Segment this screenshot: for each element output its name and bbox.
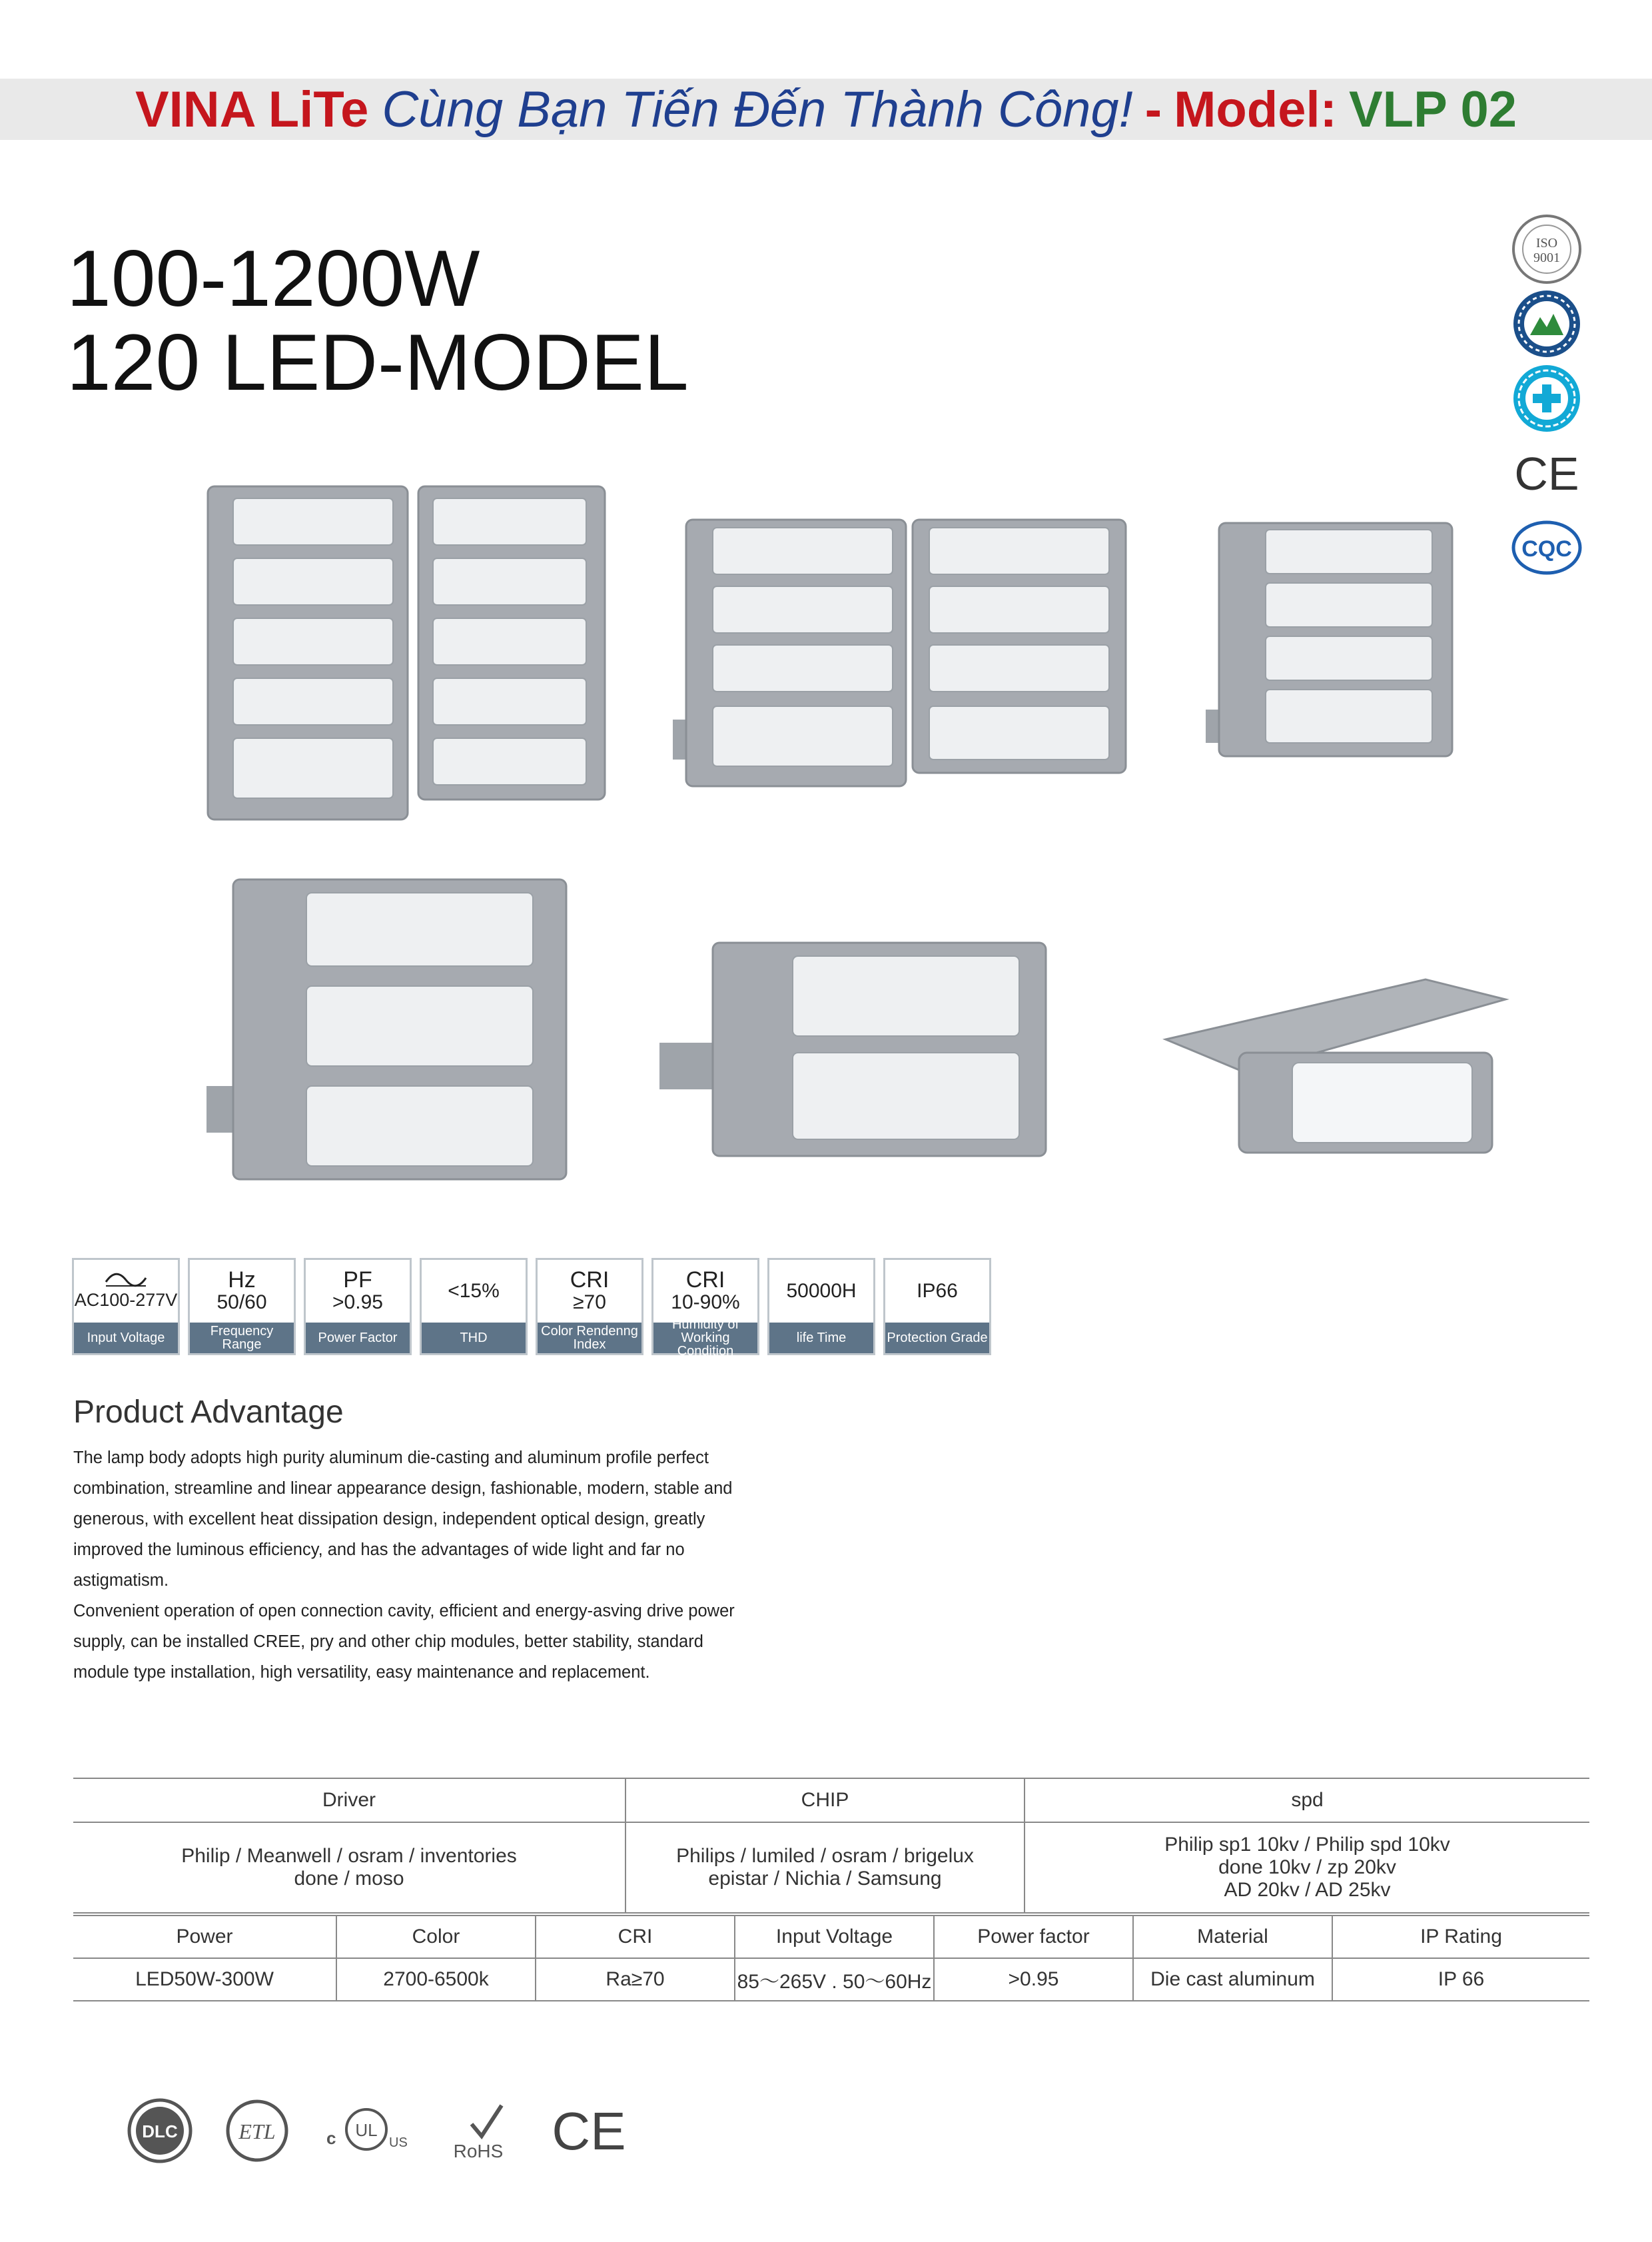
advantage-heading: Product Advantage <box>73 1395 344 1430</box>
spec-input-voltage <box>72 1258 180 1355</box>
spec-label: Color Rendenng Index <box>538 1323 641 1353</box>
health-cert-icon <box>1507 361 1587 436</box>
spec-cri <box>536 1258 643 1355</box>
color-header: Color <box>336 1916 536 1958</box>
spec-label: life Time <box>769 1323 873 1353</box>
cri-header: CRI <box>536 1916 735 1958</box>
material-cell: Die cast aluminum <box>1133 1958 1332 2001</box>
rohs-logo-icon <box>445 2097 518 2164</box>
product-title <box>67 234 689 407</box>
dlc-logo-icon <box>127 2097 193 2164</box>
lamp-240w-image <box>659 929 1072 1163</box>
svg-text:CQC: CQC <box>1521 536 1572 562</box>
chip-cell <box>625 1822 1025 1913</box>
spec-icons-row <box>72 1258 991 1359</box>
component-table <box>73 1778 1589 1914</box>
svg-text:9001: 9001 <box>1533 251 1560 265</box>
ac-wave-icon <box>103 1271 149 1289</box>
table-row <box>73 1958 1589 2001</box>
spec-label: Frequency Range <box>190 1323 294 1353</box>
power-cell: LED50W-300W <box>73 1958 336 2001</box>
spd-line: AD 20kv / AD 25kv <box>1224 1879 1391 1901</box>
chip-line: Philips / lumiled / osram / brigelux <box>676 1845 974 1867</box>
bottom-logos <box>127 2097 629 2164</box>
spec-label: Protection Grade <box>885 1323 989 1353</box>
spec-value: IP66 <box>917 1280 958 1302</box>
certification-column <box>1507 212 1587 585</box>
rohs-text: RoHS <box>453 2141 504 2161</box>
spec-value: >0.95 <box>332 1291 383 1313</box>
spec-table <box>73 1915 1589 2001</box>
lamp-1200w-image <box>200 480 613 826</box>
power-factor-cell: >0.95 <box>934 1958 1133 2001</box>
spec-value: AC100-277V <box>74 1290 178 1310</box>
lamp-960w-image <box>673 513 1146 793</box>
spec-value: 50/60 <box>216 1291 267 1313</box>
svg-text:CE: CE <box>1514 448 1579 500</box>
spec-symbol: CRI <box>685 1267 725 1293</box>
title-model: 120 LED-MODEL <box>67 318 689 407</box>
page-header <box>0 79 1652 140</box>
color-cell: 2700-6500k <box>336 1958 536 2001</box>
lamp-480w-image <box>1206 516 1459 763</box>
svg-text:ISO: ISO <box>1535 236 1558 251</box>
spec-thd <box>420 1258 528 1355</box>
advantage-paragraph-2: Convenient operation of open connection cavity, efficient and energy-asving drive power supply, can be installed CREE, pry and other chip modules, better stability, standard module type installation, high versatility, easy maintenance and replacement. <box>73 1602 735 1682</box>
driver-header: Driver <box>73 1778 625 1822</box>
iso-9001-icon <box>1507 212 1587 286</box>
table-row <box>73 1822 1589 1913</box>
driver-line: Philip / Meanwell / osram / inventories <box>181 1845 517 1867</box>
spec-lifetime <box>767 1258 875 1355</box>
material-header: Material <box>1133 1916 1332 1958</box>
spec-value: 10-90% <box>671 1291 740 1313</box>
etl-logo-icon <box>224 2097 290 2164</box>
spec-value: 50000H <box>786 1280 857 1302</box>
input-voltage-header: Input Voltage <box>735 1916 934 1958</box>
etl-text: ETL <box>238 2119 276 2143</box>
environment-cert-icon <box>1507 286 1587 361</box>
model-label: Model: <box>1174 81 1337 138</box>
spec-humidity <box>651 1258 759 1359</box>
spec-value: <15% <box>448 1280 500 1302</box>
table-header-row <box>73 1778 1589 1822</box>
title-wattage: 100-1200W <box>67 234 480 323</box>
spec-symbol: CRI <box>570 1267 610 1293</box>
ce-mark-icon <box>1507 436 1587 510</box>
ul-us-text: US <box>389 2135 408 2150</box>
spd-header: spd <box>1025 1778 1589 1822</box>
spd-line: Philip sp1 10kv / Philip spd 10kv <box>1164 1834 1450 1856</box>
spec-label: Power Factor <box>306 1323 410 1353</box>
spec-symbol: Hz <box>228 1267 256 1293</box>
chip-line: epistar / Nichia / Samsung <box>708 1868 942 1890</box>
spec-value: ≥70 <box>573 1291 606 1313</box>
model-code: VLP 02 <box>1348 81 1517 138</box>
spec-label: Humidity of Working Condition <box>653 1323 757 1353</box>
spec-frequency <box>188 1258 296 1355</box>
table-header-row <box>73 1916 1589 1958</box>
header-dash: - <box>1144 81 1162 138</box>
brand-name: VINA LiTe <box>135 81 369 138</box>
spec-power-factor <box>304 1258 412 1355</box>
spd-cell <box>1025 1822 1589 1913</box>
spec-symbol: PF <box>343 1267 372 1293</box>
input-voltage-cell: 85～265V . 50～60Hz <box>735 1958 934 2001</box>
advantage-paragraph-1: The lamp body adopts high purity aluminum die-casting and aluminum profile perfect combination, streamline and linear appearance design, fashionable, modern, stable and generous, with excellent heat dissipation design, independent optical design, greatly improved the luminous efficiency, and has the advantages of wide light and far no astigmatism. <box>73 1448 733 1590</box>
lamp-360w-image <box>206 866 593 1186</box>
chip-header: CHIP <box>625 1778 1025 1822</box>
cqc-icon <box>1507 510 1587 585</box>
ip-rating-cell: IP 66 <box>1332 1958 1589 2001</box>
ul-c-text: c <box>326 2128 336 2148</box>
spec-label: THD <box>422 1323 526 1353</box>
power-header: Power <box>73 1916 336 1958</box>
ce-text: CE <box>552 2101 626 2161</box>
lamp-120w-image <box>1159 973 1532 1166</box>
advantage-text <box>73 1442 746 1688</box>
spd-line: done 10kv / zp 20kv <box>1218 1856 1396 1878</box>
spec-label: Input Voltage <box>74 1323 178 1353</box>
cul-us-logo-icon <box>321 2097 414 2164</box>
driver-line: done / moso <box>294 1868 404 1890</box>
ip-rating-header: IP Rating <box>1332 1916 1589 1958</box>
ul-text: UL <box>355 2120 378 2140</box>
dlc-text: DLC <box>142 2121 178 2141</box>
power-factor-header: Power factor <box>934 1916 1133 1958</box>
brand-slogan: Cùng Bạn Tiến Đến Thành Công! <box>382 81 1133 138</box>
spec-protection <box>883 1258 991 1355</box>
driver-cell <box>73 1822 625 1913</box>
cri-cell: Ra≥70 <box>536 1958 735 2001</box>
ce-logo-icon <box>549 2097 629 2164</box>
